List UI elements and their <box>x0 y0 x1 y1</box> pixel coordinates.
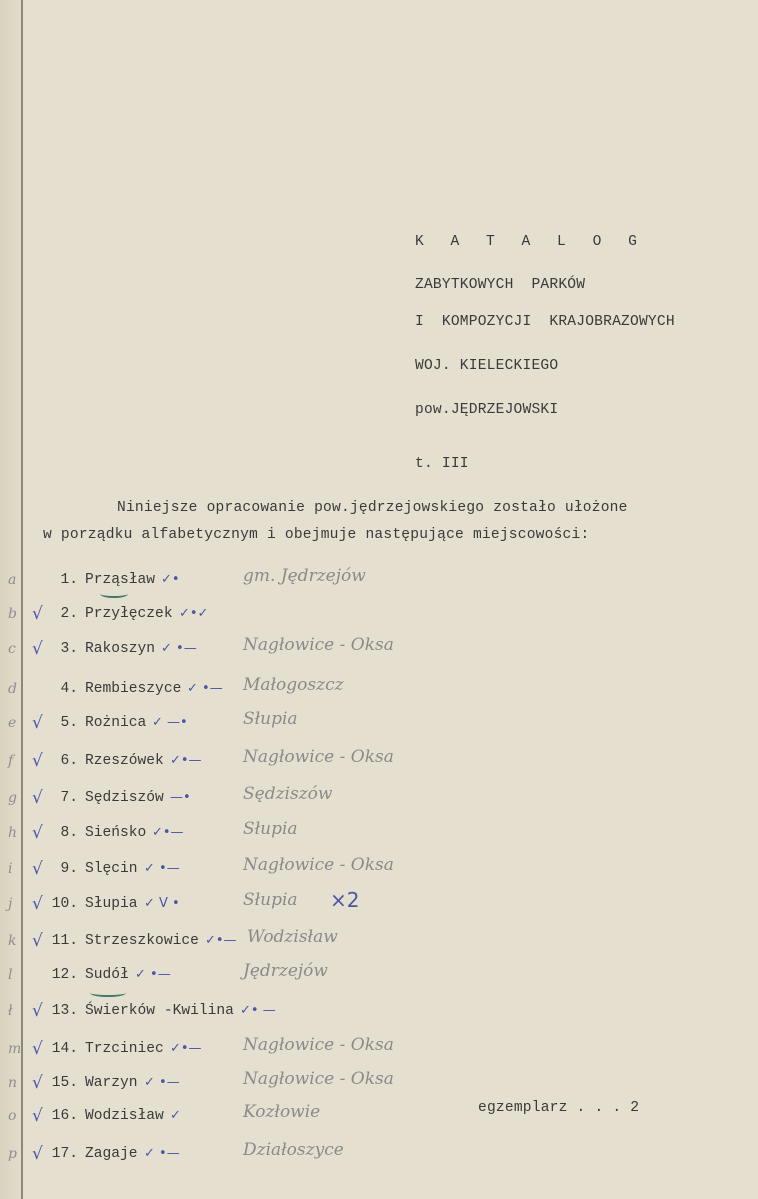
locality-name: Sudół <box>85 967 129 983</box>
margin-letter: i <box>8 861 13 877</box>
item-number: 7. <box>60 790 78 806</box>
locality-name: Warzyn <box>85 1075 138 1091</box>
handwritten-note: Kozłowie <box>243 1102 321 1122</box>
list-item <box>0 1035 758 1065</box>
subtitle-line-1: ZABYTKOWYCH PARKÓW <box>415 277 586 293</box>
handwritten-note: Nagłowice - Oksa <box>243 1069 394 1089</box>
locality-name: Sędziszów <box>85 790 164 806</box>
item-number: 17. <box>51 1146 78 1162</box>
pen-mark: ✓ <box>170 1108 181 1123</box>
item-number: 9. <box>60 861 78 877</box>
margin-letter: h <box>8 825 18 841</box>
list-item <box>0 1102 758 1132</box>
check-mark: √ <box>32 859 43 879</box>
pen-mark: ✓ •— <box>135 967 171 982</box>
list-item <box>0 888 758 920</box>
handwritten-note: Słupia <box>243 890 298 910</box>
locality-name: Świerków -Kwilina <box>85 1003 234 1019</box>
list-item <box>0 1069 758 1099</box>
item-number: 14. <box>51 1041 78 1057</box>
intro-line-1: Niniejsze opracowanie pow.jędrzejowskiego zostało ułożone <box>117 500 628 516</box>
locality-name: Trzciniec <box>85 1041 164 1057</box>
check-mark: √ <box>32 751 43 771</box>
pen-mark: ✓•— <box>170 753 202 768</box>
subtitle-line-2: I KOMPOZYCJI KRAJOBRAZOWYCH <box>415 314 675 330</box>
locality-name: Przyłęczek <box>85 606 173 622</box>
margin-letter: f <box>8 753 14 769</box>
locality-name: Zagaje <box>85 1146 138 1162</box>
underline-mark <box>90 989 126 997</box>
locality-name: Rembieszyce <box>85 681 182 697</box>
check-mark: √ <box>32 788 43 808</box>
locality-name: Wodzisław <box>85 1108 164 1124</box>
list-item <box>0 1003 758 1027</box>
margin-letter: l <box>8 967 13 983</box>
handwritten-note: Wodzisław <box>247 927 338 947</box>
item-number: 12. <box>51 967 78 983</box>
handwritten-note: Słupia <box>243 709 298 729</box>
list-item <box>0 961 758 991</box>
underline-mark <box>100 590 128 598</box>
pen-mark: ✓ V • <box>144 896 180 911</box>
check-mark: √ <box>32 894 43 914</box>
margin-letter: a <box>8 572 17 588</box>
handwritten-count: ×2 <box>330 888 360 912</box>
list-item <box>0 784 758 814</box>
handwritten-note: Nagłowice - Oksa <box>243 1035 394 1055</box>
subtitle-line-3: WOJ. KIELECKIEGO <box>415 358 559 374</box>
check-mark: √ <box>32 1039 43 1059</box>
margin-letter: o <box>8 1108 17 1124</box>
list-item <box>0 855 758 885</box>
item-number: 6. <box>60 753 78 769</box>
handwritten-note: Małogoszcz <box>243 675 344 695</box>
margin-letter: n <box>8 1075 18 1091</box>
locality-name: Sieńsko <box>85 825 147 841</box>
margin-letter: g <box>8 790 17 806</box>
margin-letter: j <box>8 896 13 912</box>
pen-mark: —• <box>170 790 191 805</box>
item-number: 11. <box>51 933 78 949</box>
margin-letter: c <box>8 641 16 657</box>
margin-letter: ł <box>8 1003 13 1019</box>
pen-mark: ✓•✓ <box>179 606 209 621</box>
catalog-title: K A T A L O G <box>415 234 646 250</box>
handwritten-note: gm. Jędrzejów <box>243 566 366 586</box>
pen-mark: ✓•— <box>170 1041 202 1056</box>
margin-letter: k <box>8 933 17 949</box>
intro-line-2: w porządku alfabetycznym i obejmuje następujące miejscowości: <box>43 527 590 543</box>
handwritten-note: Nagłowice - Oksa <box>243 855 394 875</box>
margin-letter: p <box>8 1146 17 1162</box>
item-number: 5. <box>60 715 78 731</box>
list-item <box>0 819 758 849</box>
handwritten-note: Jędrzejów <box>243 961 328 981</box>
locality-name: Strzeszkowice <box>85 933 199 949</box>
check-mark: √ <box>32 713 43 733</box>
item-number: 10. <box>51 896 78 912</box>
pen-mark: ✓ •— <box>144 861 180 876</box>
handwritten-note: Nagłowice - Oksa <box>243 747 394 767</box>
pen-mark: ✓ •— <box>144 1075 180 1090</box>
item-number: 16. <box>51 1108 78 1124</box>
pen-mark: ✓•— <box>152 825 184 840</box>
list-item <box>0 1140 758 1170</box>
check-mark: √ <box>32 1001 43 1021</box>
check-mark: √ <box>32 1106 43 1126</box>
list-item <box>0 709 758 739</box>
pen-mark: ✓• — <box>240 1003 276 1018</box>
handwritten-note: Nagłowice - Oksa <box>243 635 394 655</box>
check-mark: √ <box>32 931 43 951</box>
pen-mark: ✓ •— <box>144 1146 180 1161</box>
item-number: 3. <box>60 641 78 657</box>
locality-name: Slęcin <box>85 861 138 877</box>
pen-mark: ✓•— <box>205 933 237 948</box>
handwritten-note: Słupia <box>243 819 298 839</box>
list-item <box>0 747 758 777</box>
list-item <box>0 675 758 705</box>
check-mark: √ <box>32 604 43 624</box>
item-number: 4. <box>60 681 78 697</box>
pen-mark: ✓ —• <box>152 715 188 730</box>
margin-letter: d <box>8 681 17 697</box>
locality-name: Prząsław <box>85 572 156 588</box>
item-number: 1. <box>60 572 78 588</box>
handwritten-note: Działoszyce <box>243 1140 344 1160</box>
margin-letter: m <box>8 1041 22 1057</box>
handwritten-note: Sędziszów <box>243 784 333 804</box>
pen-mark: ✓ •— <box>161 641 197 656</box>
check-mark: √ <box>32 639 43 659</box>
item-number: 13. <box>51 1003 78 1019</box>
locality-name: Słupia <box>85 896 138 912</box>
list-item <box>0 635 758 665</box>
volume-number: t. III <box>415 456 469 472</box>
copies-note: egzemplarz . . . 2 <box>478 1100 640 1116</box>
list-item <box>0 606 758 630</box>
check-mark: √ <box>32 823 43 843</box>
item-number: 15. <box>51 1075 78 1091</box>
locality-name: Rożnica <box>85 715 147 731</box>
item-number: 2. <box>60 606 78 622</box>
margin-letter: b <box>8 606 17 622</box>
locality-name: Rzeszówek <box>85 753 164 769</box>
locality-name: Rakoszyn <box>85 641 156 657</box>
pen-mark: ✓ •— <box>187 681 223 696</box>
margin-letter: e <box>8 715 17 731</box>
pen-mark: ✓• <box>161 572 180 587</box>
item-number: 8. <box>60 825 78 841</box>
check-mark: √ <box>32 1144 43 1164</box>
subtitle-line-4: pow.JĘDRZEJOWSKI <box>415 402 559 418</box>
check-mark: √ <box>32 1073 43 1093</box>
list-item <box>0 927 758 957</box>
